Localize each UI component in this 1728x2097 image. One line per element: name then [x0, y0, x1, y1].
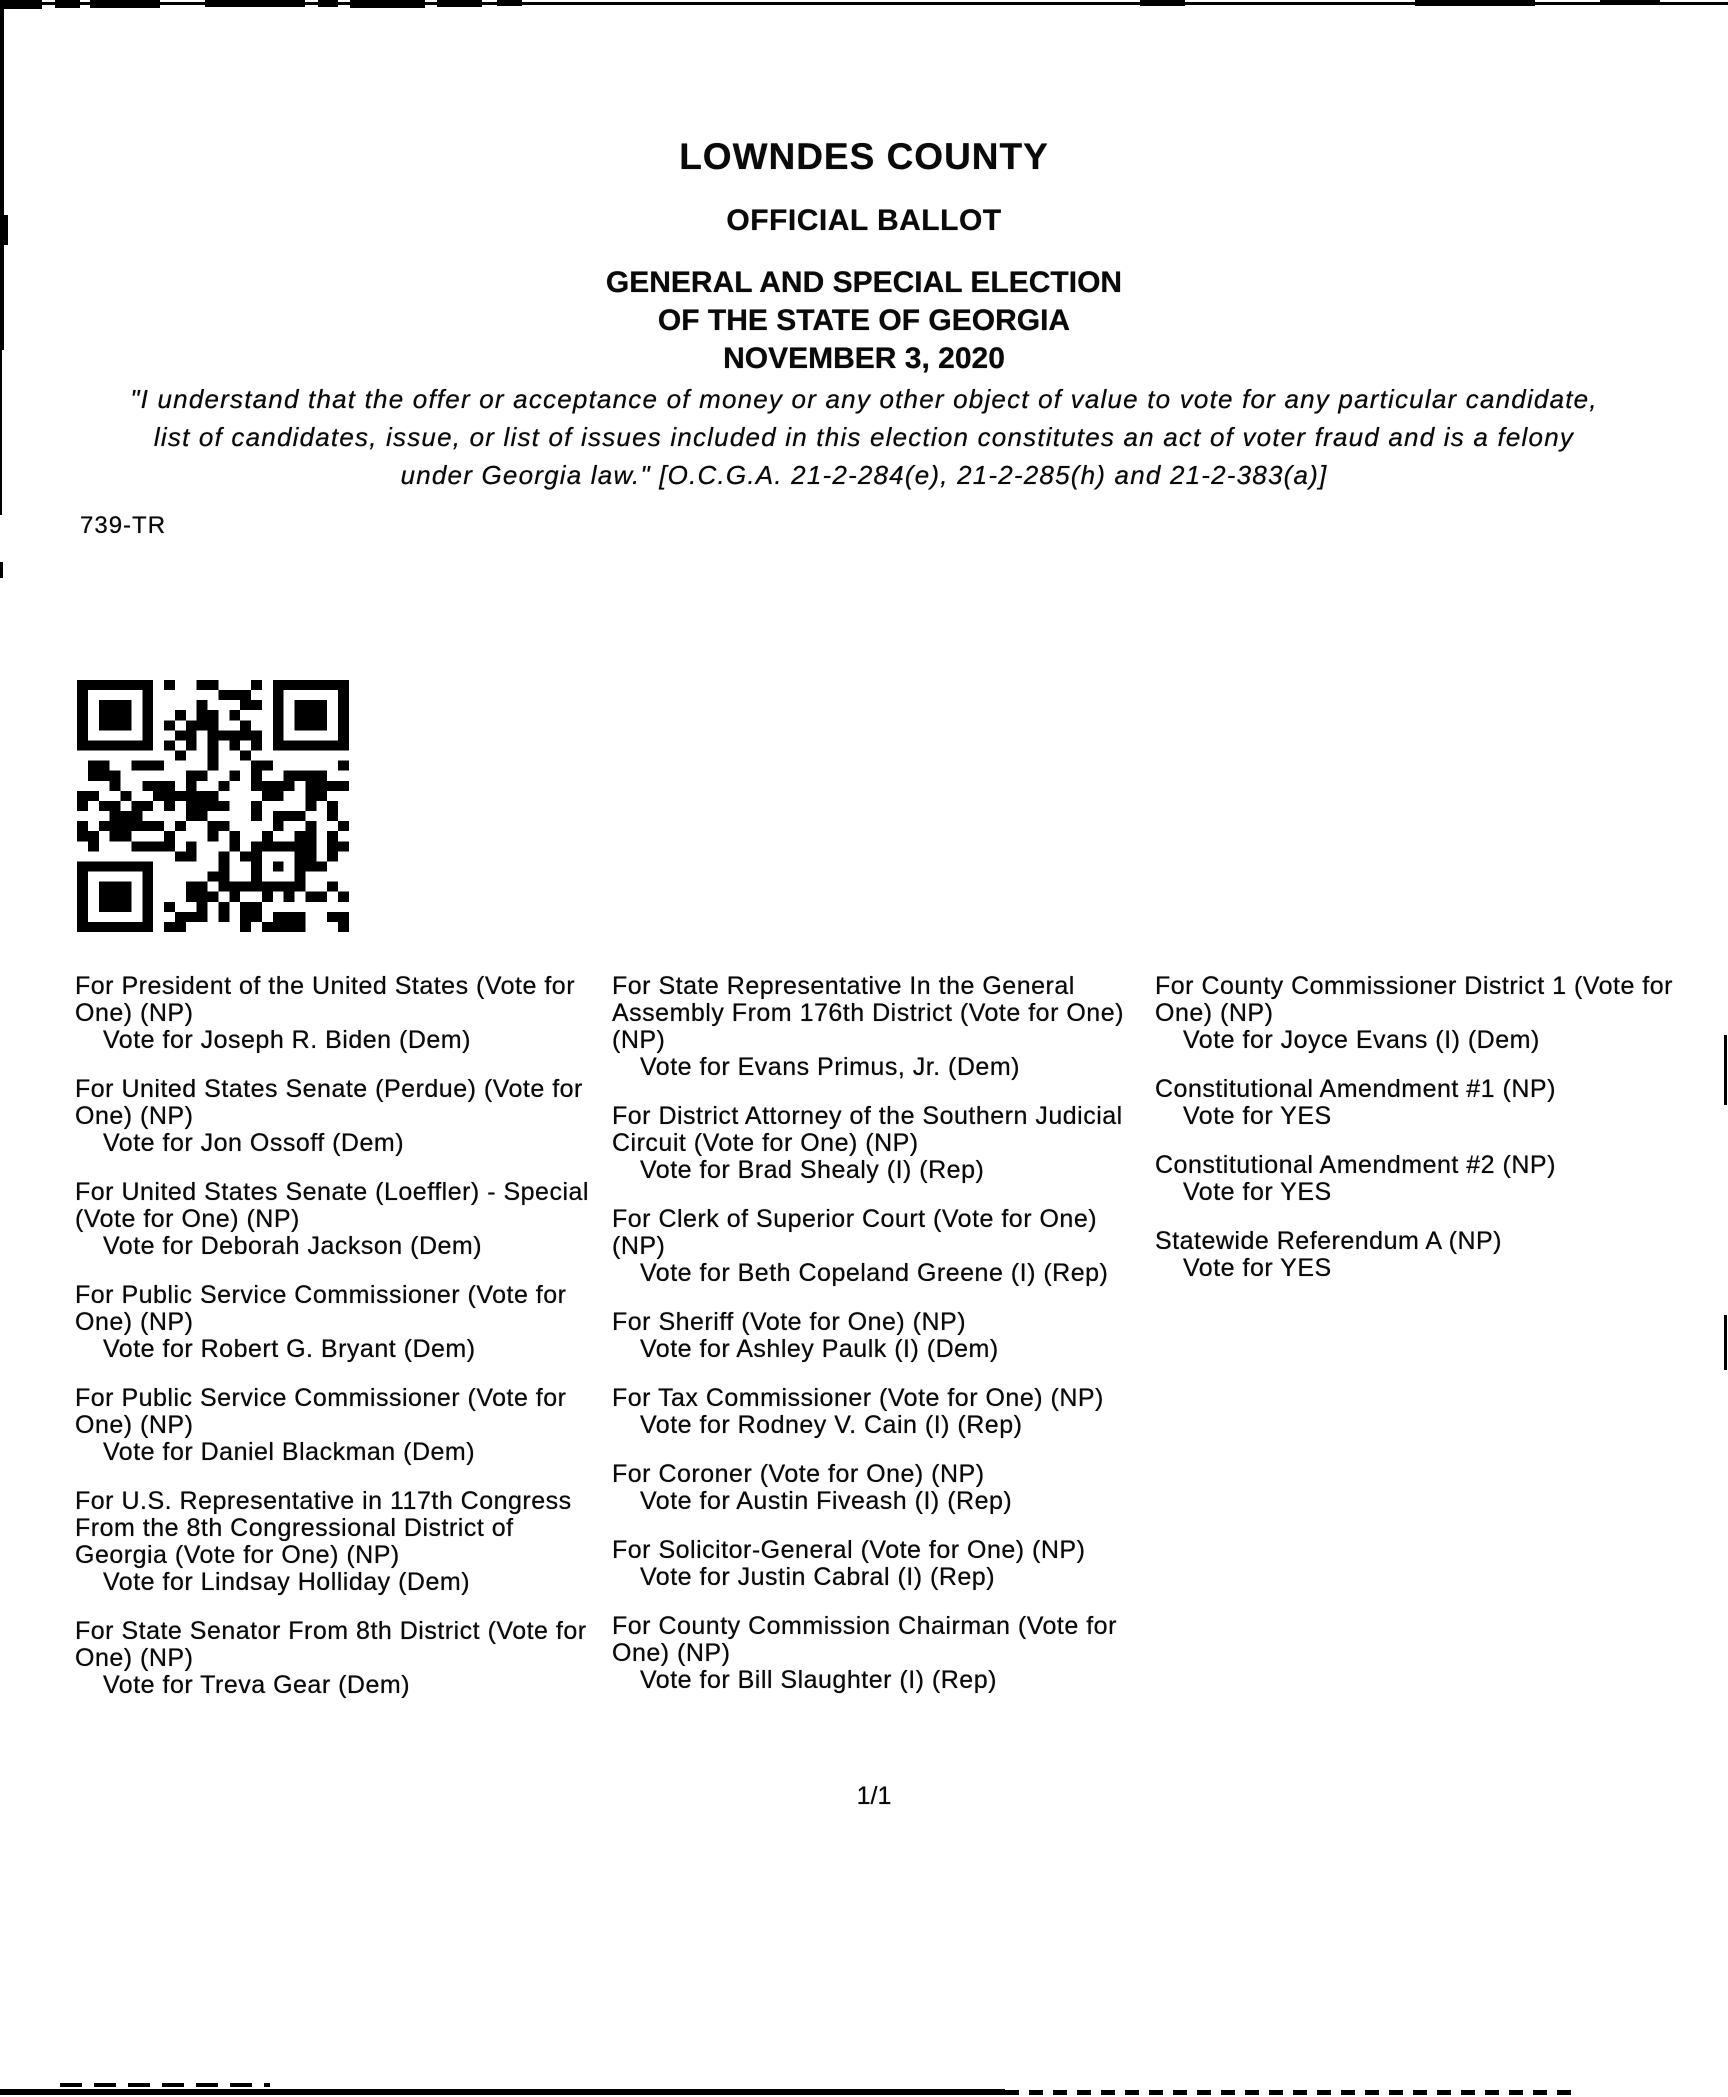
scan-artifact — [350, 0, 425, 8]
contest-title: For U.S. Representative in 117th Congress From the 8th Congressional District of Georgia (Vote for One) (NP) — [75, 1487, 572, 1569]
qr-code — [77, 680, 349, 932]
vote-line: Vote for Justin Cabral (I) (Rep) — [640, 1563, 996, 1591]
contest — [1155, 1228, 1707, 1282]
contest — [612, 1385, 1137, 1439]
page-number: 1/1 — [856, 1782, 892, 1810]
vote-line: Vote for Jon Ossoff (Dem) — [103, 1129, 405, 1157]
contest-title: For County Commissioner District 1 (Vote for One) (NP) — [1155, 972, 1673, 1027]
disclaimer-line: list of candidates, issue, or list of issues included in this election constitutes an act of voter fraud and is a felony — [153, 422, 1575, 452]
contest-title: For District Attorney of the Southern Judicial Circuit (Vote for One) (NP) — [612, 1102, 1123, 1157]
scan-artifact — [1140, 0, 1185, 6]
vote-line: Vote for Ashley Paulk (I) (Dem) — [640, 1335, 999, 1363]
vote-line: Vote for YES — [1183, 1102, 1332, 1130]
disclaimer-line: "I understand that the offer or acceptance of money or any other object of value to vote for any particular candidate, — [130, 384, 1598, 414]
contest-title: For Coroner (Vote for One) (NP) — [612, 1460, 985, 1488]
contest — [75, 1488, 600, 1596]
vote-line: Vote for Austin Fiveash (I) (Rep) — [640, 1487, 1013, 1515]
contest — [75, 1179, 600, 1260]
scan-artifact-right-edge — [1724, 1315, 1727, 1370]
contest-title: For President of the United States (Vote for One) (NP) — [75, 972, 576, 1027]
vote-line: Vote for YES — [1183, 1178, 1332, 1206]
contest-title: For County Commission Chairman (Vote for One) (NP) — [612, 1612, 1117, 1667]
contest-title: For State Representative In the General Assembly From 176th District (Vote for One) (NP) — [612, 972, 1124, 1054]
ballot-column-3 — [1155, 973, 1707, 1304]
scan-artifact — [90, 0, 160, 8]
scan-artifact-bottom-edge — [60, 2083, 270, 2087]
scan-artifact — [0, 0, 42, 9]
contest — [75, 1385, 600, 1466]
contest — [612, 1461, 1137, 1515]
contest — [75, 973, 600, 1054]
scan-artifact — [1600, 0, 1660, 5]
ballot-header — [0, 136, 1728, 378]
scan-artifact-bottom-edge — [1005, 2090, 1580, 2095]
vote-line: Vote for Robert G. Bryant (Dem) — [103, 1335, 476, 1363]
vote-line: Vote for Daniel Blackman (Dem) — [103, 1438, 476, 1466]
contest — [1155, 1152, 1707, 1206]
contest — [612, 1309, 1137, 1363]
county-title: LOWNDES COUNTY — [679, 136, 1049, 177]
ballot-column-1 — [75, 973, 600, 1721]
vote-line: Vote for Beth Copeland Greene (I) (Rep) — [640, 1259, 1109, 1287]
vote-line: Vote for YES — [1183, 1254, 1332, 1282]
contest — [1155, 1076, 1707, 1130]
election-date: NOVEMBER 3, 2020 — [723, 342, 1005, 375]
scan-artifact — [0, 562, 3, 578]
official-ballot-title: OFFICIAL BALLOT — [726, 204, 1002, 237]
contest-title: For Sheriff (Vote for One) (NP) — [612, 1308, 967, 1336]
scan-artifact — [318, 0, 338, 7]
scan-artifact-right-edge — [1724, 1035, 1727, 1105]
contest-title: For Tax Commissioner (Vote for One) (NP) — [612, 1384, 1104, 1412]
scan-artifact-top-edge — [0, 2, 1728, 5]
contest — [612, 1613, 1137, 1694]
vote-line: Vote for Joseph R. Biden (Dem) — [103, 1026, 471, 1054]
scan-artifact — [437, 0, 482, 7]
contest-title: For United States Senate (Loeffler) - Special (Vote for One) (NP) — [75, 1178, 589, 1233]
vote-line: Vote for Evans Primus, Jr. (Dem) — [640, 1053, 1020, 1081]
contest-title: For Clerk of Superior Court (Vote for One) (NP) — [612, 1205, 1098, 1260]
election-name-line2: OF THE STATE OF GEORGIA — [657, 304, 1071, 337]
contest-title: Statewide Referendum A (NP) — [1155, 1227, 1502, 1255]
contest-title: Constitutional Amendment #1 (NP) — [1155, 1075, 1556, 1103]
scan-artifact-bottom-edge — [0, 2089, 1005, 2095]
contest-title: Constitutional Amendment #2 (NP) — [1155, 1151, 1556, 1179]
contest — [1155, 973, 1707, 1054]
vote-line: Vote for Lindsay Holliday (Dem) — [103, 1568, 471, 1596]
scan-artifact — [497, 0, 522, 6]
disclaimer-line: under Georgia law." [O.C.G.A. 21-2-284(e), 21-2-285(h) and 21-2-383(a)] — [400, 460, 1328, 490]
contest-title: For United States Senate (Perdue) (Vote for One) (NP) — [75, 1075, 583, 1130]
contest — [612, 1206, 1137, 1287]
contest — [75, 1076, 600, 1157]
election-name-line1: GENERAL AND SPECIAL ELECTION — [605, 266, 1123, 299]
ballot-style-code: 739-TR — [80, 512, 167, 539]
vote-line: Vote for Bill Slaughter (I) (Rep) — [640, 1666, 997, 1694]
contest-title: For State Senator From 8th District (Vote for One) (NP) — [75, 1617, 587, 1672]
contest — [612, 1103, 1137, 1184]
voter-fraud-disclaimer — [0, 380, 1728, 494]
scan-artifact — [205, 0, 305, 7]
contest — [612, 973, 1137, 1081]
vote-line: Vote for Joyce Evans (I) (Dem) — [1183, 1026, 1540, 1054]
contest — [612, 1537, 1137, 1591]
contest-title: For Public Service Commissioner (Vote for One) (NP) — [75, 1384, 567, 1439]
vote-line: Vote for Brad Shealy (I) (Rep) — [640, 1156, 985, 1184]
vote-line: Vote for Treva Gear (Dem) — [103, 1671, 411, 1699]
vote-line: Vote for Deborah Jackson (Dem) — [103, 1232, 483, 1260]
contest-title: For Solicitor-General (Vote for One) (NP) — [612, 1536, 1086, 1564]
contest — [75, 1618, 600, 1699]
contest-title: For Public Service Commissioner (Vote for One) (NP) — [75, 1281, 567, 1336]
scan-artifact — [55, 0, 80, 8]
vote-line: Vote for Rodney V. Cain (I) (Rep) — [640, 1411, 1023, 1439]
ballot-column-2 — [612, 973, 1137, 1716]
contest — [75, 1282, 600, 1363]
scan-artifact — [1415, 0, 1535, 6]
